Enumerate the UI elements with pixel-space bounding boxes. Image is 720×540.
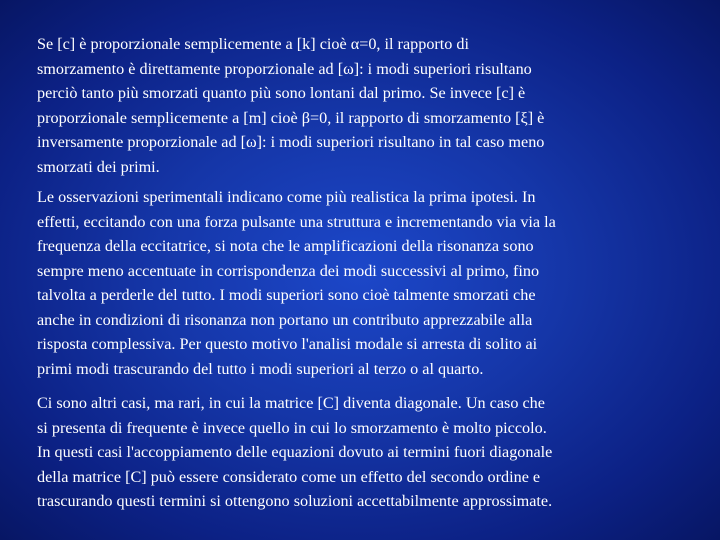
text-line: inversamente proporzionale ad [ω]: i modi superiori risultano in tal caso meno [37, 133, 545, 151]
text-line: Le osservazioni sperimentali indicano come più realistica la prima ipotesi. In [37, 188, 536, 206]
text-line: smorzamento è direttamente proporzionale ad [ω]: i modi superiori risultano [37, 59, 532, 78]
text-line: effetti, eccitando con una forza pulsante una struttura e incrementando via via la [37, 212, 556, 231]
text-line: trascurando questi termini si ottengono soluzioni accettabilmente approssimate. [37, 492, 553, 510]
text-line: sempre meno accentuate in corrispondenza dei modi successivi al primo, fino [37, 261, 540, 280]
text-line: primi modi trascurando del tutto i modi superiori al terzo o al quarto. [37, 359, 484, 378]
paragraph-diagonal-matrix-cases [37, 391, 697, 514]
text-line: talvolta a perderle del tutto. I modi superiori sono cioè talmente smorzati che [37, 286, 536, 304]
text-line: proporzionale semplicemente a [m] cioè β=0, il rapporto di smorzamento [ξ] è [37, 108, 545, 127]
paragraph-damping-proportionality [37, 32, 697, 179]
text-line: In questi casi l'accoppiamento delle equazioni dovuto ai termini fuori diagonale [37, 443, 553, 461]
text-line: perciò tanto più smorzati quanto più sono lontani dal primo. Se invece [c] è [37, 84, 526, 102]
text-line: Ci sono altri casi, ma rari, in cui la matrice [C] diventa diagonale. Un caso che [37, 394, 545, 412]
text-line: risposta complessiva. Per questo motivo l'analisi modale si arresta di solito ai [37, 335, 538, 353]
text-line: anche in condizioni di risonanza non portano un contributo apprezzabile alla [37, 310, 533, 329]
text-line: Se [c] è proporzionale semplicemente a [k] cioè α=0, il rapporto di [37, 35, 470, 53]
paragraph-experimental-observations [37, 185, 697, 381]
text-line: si presenta di frequente è invece quello in cui lo smorzamento è molto piccolo. [37, 418, 547, 437]
text-line: della matrice [C] può essere considerato come un effetto del secondo ordine e [37, 467, 541, 486]
text-line: smorzati dei primi. [37, 157, 160, 176]
text-line: frequenza della eccitatrice, si nota che le amplificazioni della risonanza sono [37, 237, 534, 255]
